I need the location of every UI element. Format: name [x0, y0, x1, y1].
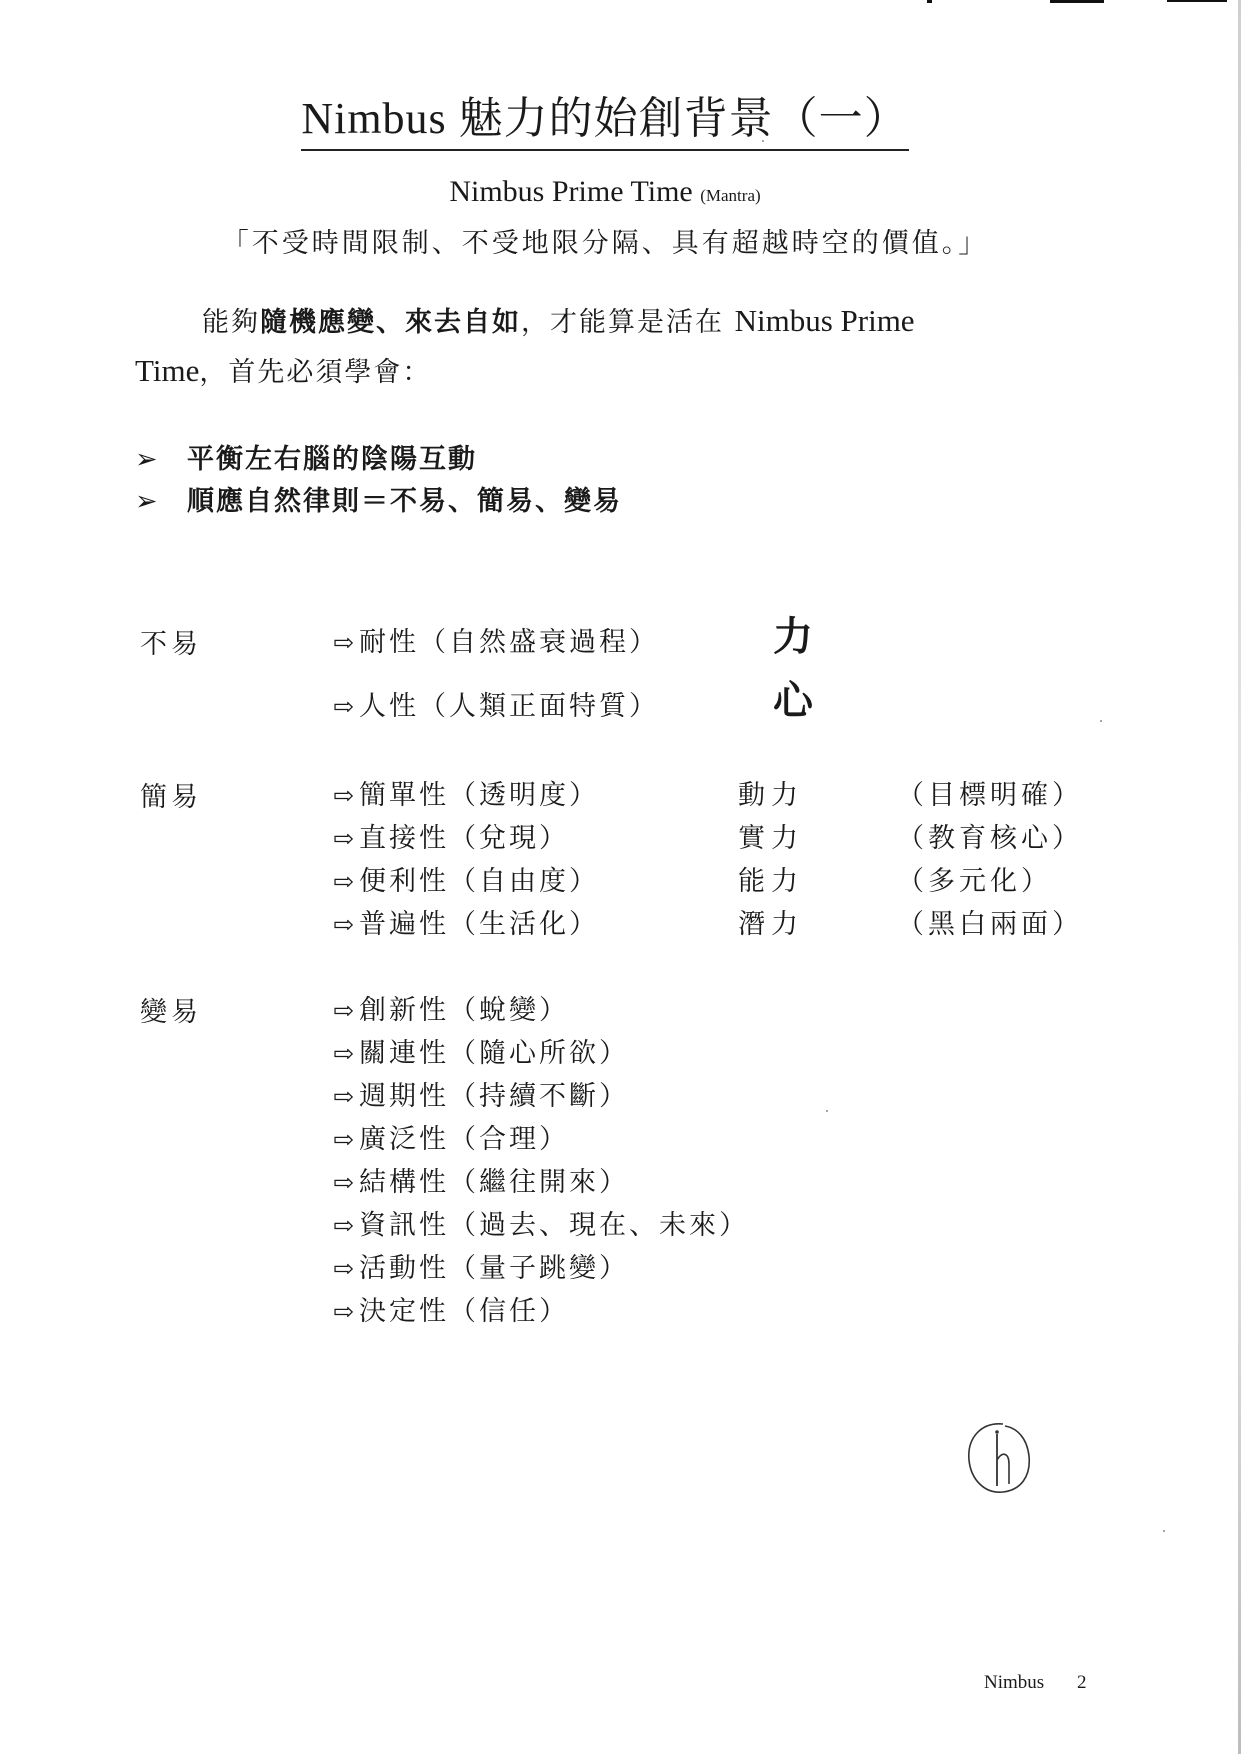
- intro-en-2: Time: [135, 353, 200, 388]
- bullet-arrow-icon: ➢: [135, 444, 160, 475]
- list-item: [333, 1031, 629, 1070]
- bullet-text: 平衡左右腦的陰陽互動: [187, 444, 477, 475]
- list-item-text: 週期性（持續不斷）: [358, 1081, 629, 1112]
- power-label: 動力: [738, 780, 804, 811]
- arrow-icon: ⇨: [333, 996, 357, 1025]
- power-note: （目標明確）: [897, 780, 1083, 811]
- footer-label: Nimbus: [984, 1672, 1045, 1693]
- bullet-text: 順應自然律則＝不易、簡易、變易: [187, 486, 622, 517]
- arrow-icon: ⇨: [333, 1211, 357, 1240]
- arrow-icon: ⇨: [333, 692, 357, 721]
- scan-mark-3: [1167, 0, 1227, 2]
- list-item-text: 耐性（自然盛衰過程）: [358, 627, 659, 658]
- list-item: [333, 1160, 629, 1199]
- arrow-icon: ⇨: [333, 1125, 357, 1154]
- mantra-heading-text: Nimbus Prime Time: [449, 175, 693, 208]
- list-item: [333, 1203, 749, 1242]
- list-item-text: 廣泛性（合理）: [358, 1124, 569, 1155]
- list-item: [333, 902, 599, 941]
- page-title: [0, 82, 1210, 146]
- list-item-text: 直接性（兌現）: [358, 823, 569, 854]
- list-item: [333, 1246, 629, 1285]
- power-note: （教育核心）: [897, 823, 1083, 854]
- power-note: （黑白兩面）: [897, 909, 1083, 940]
- section-label-jianyi: 簡易: [140, 782, 202, 813]
- list-item-text: 簡單性（透明度）: [358, 780, 599, 811]
- list-item: [333, 1289, 569, 1328]
- bullet-item: [135, 437, 477, 476]
- power-note: （多元化）: [897, 866, 1052, 897]
- power-label: 能力: [738, 866, 804, 897]
- arrow-icon: ⇨: [333, 1254, 357, 1283]
- list-item: [333, 1117, 569, 1156]
- intro-prefix: 能夠: [202, 307, 260, 338]
- speck: [1100, 720, 1102, 722]
- page-title-text: Nimbus 魅力的始創背景（一）: [301, 94, 908, 151]
- list-item: [333, 1074, 629, 1113]
- arrow-icon: ⇨: [333, 824, 357, 853]
- list-item: [333, 988, 569, 1027]
- mantra-heading: [0, 175, 1210, 209]
- list-item: [333, 773, 599, 812]
- list-item-text: 決定性（信任）: [358, 1296, 569, 1327]
- list-item: [333, 859, 599, 898]
- list-item-text: 結構性（繼往開來）: [358, 1167, 629, 1198]
- list-item-text: 活動性（量子跳變）: [358, 1253, 629, 1284]
- list-item-text: 關連性（隨心所欲）: [358, 1038, 629, 1069]
- intro-suffix: ，首先必須學會：: [199, 357, 432, 388]
- list-item: [333, 684, 659, 723]
- intro-bold: 隨機應變、來去自如: [260, 307, 521, 338]
- page-number: 2: [1077, 1672, 1087, 1693]
- heart-character: 心: [773, 678, 813, 724]
- scan-mark-1: [927, 0, 932, 3]
- list-item-text: 人性（人類正面特質）: [358, 691, 659, 722]
- section-label-buyi: 不易: [140, 629, 202, 660]
- intro-en-1: Nimbus Prime: [734, 303, 915, 338]
- section-label-bianyi: 變易: [140, 997, 202, 1028]
- list-item-text: 資訊性（過去、現在、未來）: [358, 1210, 749, 1241]
- scan-mark-2: [1050, 0, 1104, 3]
- mantra-quote: 「不受時間限制、不受地限分隔、具有超越時空的價值。」: [221, 228, 989, 259]
- list-item: [333, 816, 569, 855]
- arrow-icon: ⇨: [333, 1168, 357, 1197]
- arrow-icon: ⇨: [333, 867, 357, 896]
- power-label: 實力: [738, 823, 804, 854]
- arrow-icon: ⇨: [333, 910, 357, 939]
- mantra-note: (Mantra): [700, 186, 761, 205]
- arrow-icon: ⇨: [333, 1082, 357, 1111]
- list-item-text: 便利性（自由度）: [358, 866, 599, 897]
- list-item-text: 普遍性（生活化）: [358, 909, 599, 940]
- power-character: 力: [773, 614, 813, 660]
- intro-line-1: [202, 300, 915, 339]
- list-item: [333, 620, 659, 659]
- arrow-icon: ⇨: [333, 1039, 357, 1068]
- intro-line-2: [135, 350, 431, 389]
- speck: [826, 1110, 828, 1112]
- arrow-icon: ⇨: [333, 1297, 357, 1326]
- power-label: 潛力: [738, 909, 804, 940]
- arrow-icon: ⇨: [333, 628, 357, 657]
- list-item-text: 創新性（蛻變）: [358, 995, 569, 1026]
- intro-middle: ，才能算是活在: [521, 307, 735, 338]
- bullet-item: [135, 479, 622, 518]
- arrow-icon: ⇨: [333, 781, 357, 810]
- speck: [1163, 1530, 1165, 1532]
- bullet-arrow-icon: ➢: [135, 486, 160, 517]
- handwritten-initial-mark: [963, 1420, 1035, 1496]
